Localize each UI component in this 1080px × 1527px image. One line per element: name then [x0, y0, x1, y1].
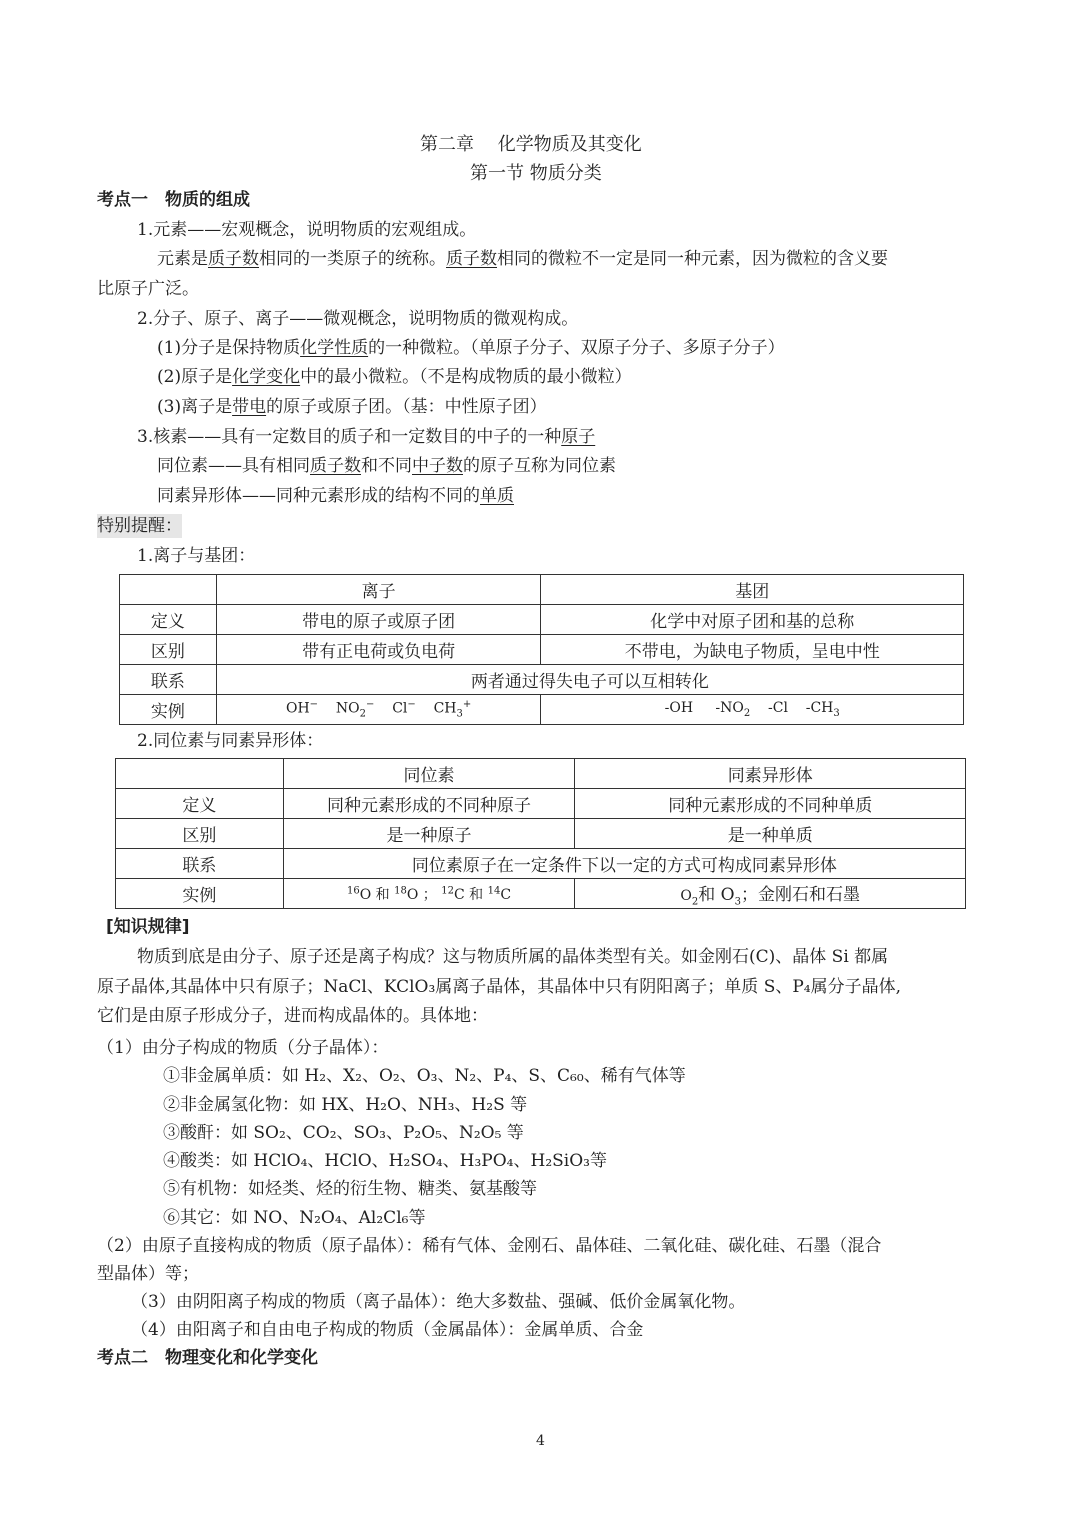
kd1-line3: 2.分子、原子、离子——微观概念，说明物质的微观构成。 [137, 309, 579, 329]
rule-sub1: （1）由分子构成的物质（分子晶体）： [97, 1038, 389, 1058]
table-cell: 同种元素形成的不同种单质 [575, 789, 966, 819]
table-header: 离子 [216, 575, 541, 605]
table-cell [120, 575, 217, 605]
rule-sub3: （3）由阴阳离子构成的物质（离子晶体）：绝大多数盐、强碱、低价金属氧化物。 [131, 1292, 746, 1312]
table-cell [116, 759, 284, 789]
rule-item4: ④酸类：如 HClO₄、HClO、H₂SO₄、H₃PO₄、H₂SiO₃等 [163, 1151, 607, 1171]
chapter-title: 第二章 化学物质及其变化 [420, 134, 642, 155]
rule-para2: 原子晶体,其晶体中只有原子；NaCl、KClO₃属离子晶体，其晶体中只有阴阳离子；单质 S、P₄属分子晶体, [97, 977, 902, 997]
table-row [116, 879, 966, 909]
rule-item3: ③酸酐：如 SO₂、CO₂、SO₃、P₂O₅、N₂O₅ 等 [163, 1123, 524, 1143]
kd1-line9: 同素异形体——同种元素形成的结构不同的单质 [157, 486, 514, 506]
table-cell: 带电的原子或原子团 [216, 605, 541, 635]
kd1-line1: 1.元素——宏观概念，说明物质的宏观组成。 [137, 220, 477, 240]
tips-table2-title: 2.同位素与同素异形体： [137, 731, 324, 751]
table-row [116, 759, 966, 789]
table-row [120, 665, 964, 695]
table-cell: 区别 [120, 635, 217, 665]
kd1-line8: 同位素——具有相同质子数和不同中子数的原子互称为同位素 [157, 456, 616, 476]
kd1-line5: (2)原子是化学变化中的最小微粒。（不是构成物质的最小微粒） [157, 367, 632, 387]
table-cell: 实例 [116, 879, 284, 909]
table-row [120, 575, 964, 605]
allotrope-examples-cell: $O_2$和 $O_3$；金刚石和石墨 [575, 879, 966, 909]
table-cell: 联系 [116, 849, 284, 879]
kd1-line2b: 比原子广泛。 [97, 279, 199, 299]
isotope-allotrope-table [115, 758, 966, 909]
table-cell: 不带电，为缺电子物质，呈电中性 [541, 635, 964, 665]
table-cell: 区别 [116, 819, 284, 849]
table-header: 基团 [541, 575, 964, 605]
table-cell: 实例 [120, 695, 217, 725]
ion-group-table [119, 574, 964, 725]
rule-para3: 它们是由原子形成分子，进而构成晶体的。具体地： [97, 1006, 488, 1026]
kd1-line2: 元素是质子数相同的一类原子的统称。质子数相同的微粒不一定是同一种元素，因为微粒的含义要 [157, 249, 888, 269]
table-cell: 化学中对原子团和基的总称 [541, 605, 964, 635]
kd1-line6: (3)离子是带电的原子或原子团。（基：中性原子团） [157, 397, 547, 417]
tips-table1-title: 1.离子与基团： [137, 546, 256, 566]
table-cell: 是一种单质 [575, 819, 966, 849]
table-header: 同素异形体 [575, 759, 966, 789]
kd1-line7: 3.核素——具有一定数目的质子和一定数目的中子的一种原子 [137, 427, 596, 447]
kd1-line4: (1)分子是保持物质化学性质的一种微粒。（单原子分子、双原子分子、多原子分子） [157, 338, 785, 358]
table-row [116, 789, 966, 819]
table-cell: 两者通过得失电子可以互相转化 [216, 665, 963, 695]
rule-sub2b: 型晶体）等； [97, 1264, 199, 1284]
table-cell: 定义 [116, 789, 284, 819]
table-header: 同位素 [283, 759, 575, 789]
tips-heading: 特别提醒： [97, 516, 182, 536]
isotope-examples-cell: $^{16}$O 和 $^{18}$O ； $^{12}$C 和 $^{14}$C [283, 879, 575, 909]
section-title: 第一节 物质分类 [470, 163, 602, 184]
table-cell: 联系 [120, 665, 217, 695]
rule-heading: [知识规律] [106, 917, 190, 937]
table-row [116, 849, 966, 879]
rule-para1: 物质到底是由分子、原子还是离子构成？这与物质所属的晶体类型有关。如金刚石(C)、晶体 Si 都属 [137, 947, 889, 967]
kd1-heading: 考点一 物质的组成 [97, 190, 250, 210]
table-cell: 定义 [120, 605, 217, 635]
table-row [120, 605, 964, 635]
table-cell: 是一种原子 [283, 819, 575, 849]
rule-sub4: （4）由阳离子和自由电子构成的物质（金属晶体）：金属单质、合金 [131, 1320, 644, 1340]
ion-examples-cell: OH− $NO_2^-$ Cl− $CH_3^+$ [216, 695, 541, 725]
rule-item6: ⑥其它：如 NO、N₂O₄、Al₂Cl₆等 [163, 1208, 426, 1228]
table-row [120, 635, 964, 665]
group-examples-cell: -OH $-NO_2$ -Cl $-CH_3$ [541, 695, 964, 725]
page-number: 4 [536, 1433, 545, 1449]
table-row [116, 819, 966, 849]
rule-item2: ②非金属氢化物：如 HX、H₂O、NH₃、H₂S 等 [163, 1095, 528, 1115]
rule-sub2: （2）由原子直接构成的物质（原子晶体）：稀有气体、金刚石、晶体硅、二氧化硅、碳化硅、石墨（混合 [97, 1236, 882, 1256]
table-cell: 同种元素形成的不同种原子 [283, 789, 575, 819]
table-cell: 同位素原子在一定条件下以一定的方式可构成同素异形体 [283, 849, 965, 879]
table-cell: 带有正电荷或负电荷 [216, 635, 541, 665]
rule-item1: ①非金属单质：如 H₂、X₂、O₂、O₃、N₂、P₄、S、C₆₀、稀有气体等 [163, 1066, 686, 1086]
kd2-heading: 考点二 物理变化和化学变化 [97, 1348, 318, 1368]
table-row [120, 695, 964, 725]
rule-item5: ⑤有机物：如烃类、烃的衍生物、糖类、氨基酸等 [163, 1179, 537, 1199]
